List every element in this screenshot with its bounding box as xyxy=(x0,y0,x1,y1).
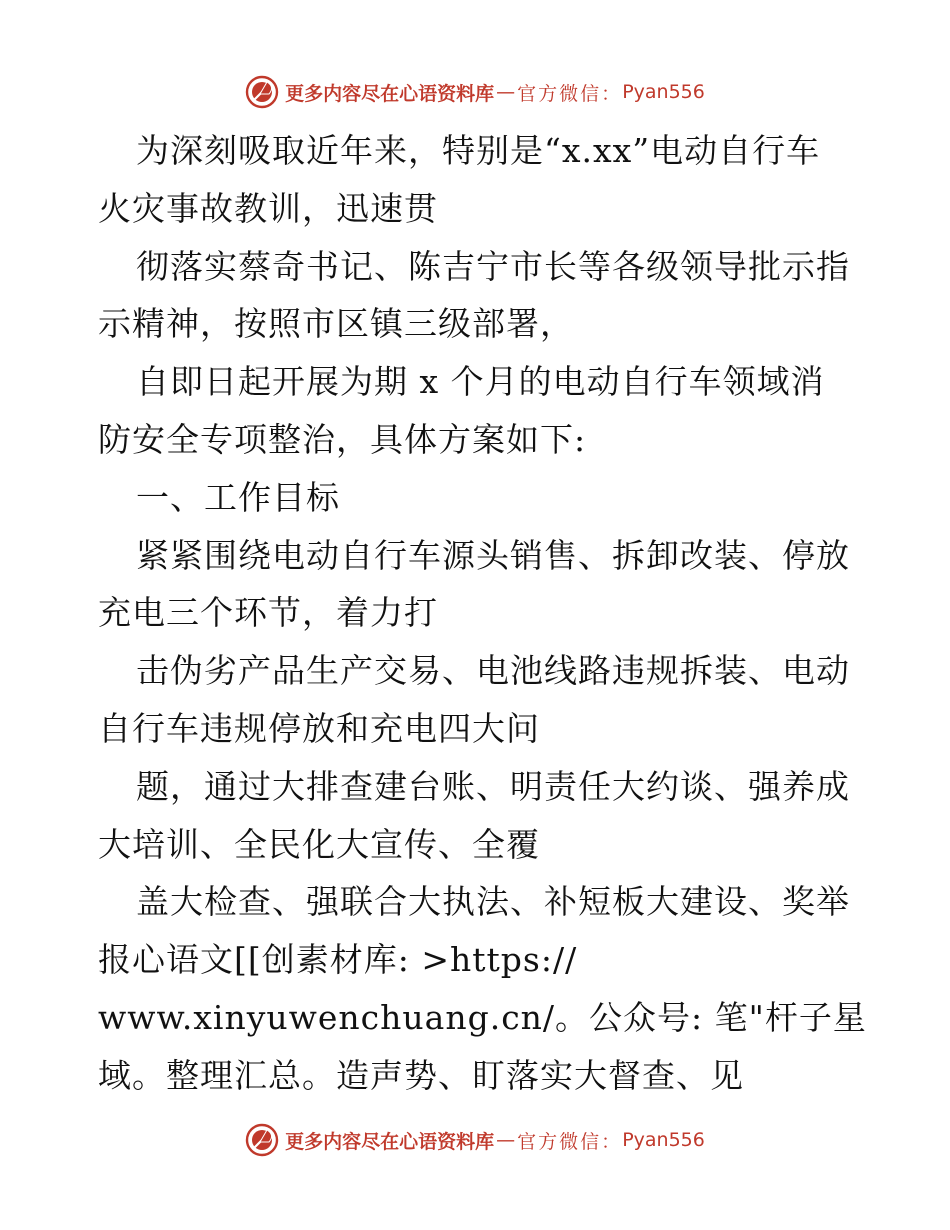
text-line: 示精神，按照市区镇三级部署， xyxy=(98,304,574,344)
banner-dash: — xyxy=(496,1129,516,1151)
document-body xyxy=(98,122,867,1105)
text-line: 自行车违规停放和充电四大问 xyxy=(98,708,540,748)
banner-official-label: 官方微信： xyxy=(517,82,623,105)
feather-seal-icon xyxy=(245,75,279,109)
text-line: 防安全专项整治，具体方案如下: xyxy=(98,419,587,459)
section-heading: 一、工作目标 xyxy=(136,477,340,517)
banner-main-text: 更多内容尽在心语资料库 xyxy=(285,82,495,105)
feather-seal-icon xyxy=(245,1123,279,1157)
banner-official-label: 官方微信： xyxy=(517,1130,623,1153)
banner-wechat-id: Pyan556 xyxy=(622,1129,705,1151)
text-line: 自即日起开展为期 x 个月的电动自行车领域消 xyxy=(136,362,825,402)
text-line: 火灾事故教训，迅速贯 xyxy=(98,188,438,228)
text-line: 盖大检查、强联合大执法、补短板大建设、奖举 xyxy=(136,882,850,922)
text-line: 报心语文[[创素材库: >https:// xyxy=(98,940,578,980)
footer-watermark-banner xyxy=(0,1120,950,1160)
text-line: 紧紧围绕电动自行车源头销售、拆卸改装、停放 xyxy=(136,535,850,575)
header-watermark-banner xyxy=(0,72,950,112)
text-line: 彻落实蔡奇书记、陈吉宁市长等各级领导批示指 xyxy=(136,246,850,286)
text-line: 域。整理汇总。造声势、盯落实大督查、见 xyxy=(98,1055,744,1095)
text-line: www.xinyuwenchuang.cn/。公众号: 笔"杆子星 xyxy=(98,997,867,1037)
text-line: 击伪劣产品生产交易、电池线路违规拆装、电动 xyxy=(136,651,850,691)
text-line: 大培训、全民化大宣传、全覆 xyxy=(98,824,540,864)
banner-dash: — xyxy=(496,81,516,103)
banner-main-text: 更多内容尽在心语资料库 xyxy=(285,1130,495,1153)
banner-wechat-id: Pyan556 xyxy=(622,81,705,103)
text-line: 为深刻吸取近年来，特别是“x.xx”电动自行车 xyxy=(136,131,821,170)
text-line: 充电三个环节，着力打 xyxy=(98,593,438,633)
text-line: 题，通过大排查建台账、明责任大约谈、强养成 xyxy=(136,766,850,806)
